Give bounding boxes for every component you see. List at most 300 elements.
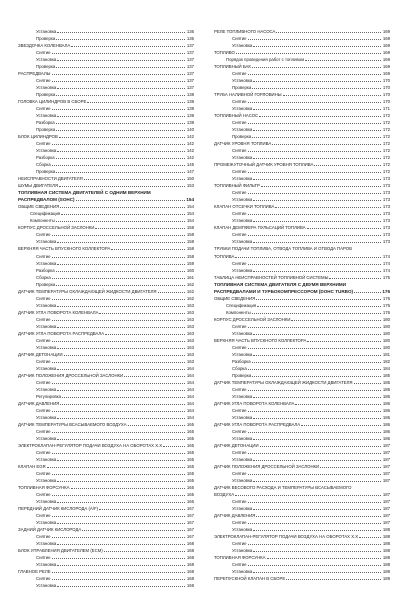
toc-entry-page: 173 [382,183,390,189]
toc-leader-dots [57,418,185,419]
toc-entry-title: Разборка [36,120,55,126]
toc-entry [18,91,194,98]
toc-entry-page: 142 [186,134,194,140]
toc-leader-dots [52,278,185,279]
toc-entry-title: ДАТЧИК УГЛА ПОВОРОТА РАСПРЕДВАЛА [18,330,105,336]
toc-entry-page: 139 [186,106,194,112]
toc-leader-dots [248,151,381,152]
toc-leader-dots [253,481,381,482]
toc-entry [214,442,390,449]
toc-entry-page: 137 [186,43,194,49]
toc-entry-page: 164 [186,372,194,378]
toc-leader-dots [57,88,185,89]
toc-entry-page: 188 [382,562,390,568]
toc-entry-page: 142 [186,141,194,147]
toc-leader-dots [252,362,381,363]
toc-entry [18,512,194,519]
toc-entry-title: Снятие [232,260,247,266]
toc-leader-dots [52,516,185,517]
toc-leader-dots [248,411,381,412]
toc-entry [214,330,390,337]
toc-leader-dots [57,32,185,33]
toc-entry-page: 139 [186,120,194,126]
toc-entry [18,63,194,70]
toc-leader-dots [105,334,185,335]
toc-leader-dots [260,446,381,447]
toc-entry-page: 172 [382,162,390,168]
toc-entry-title: Установка [36,85,57,91]
toc-entry-title: Установка [232,414,253,420]
toc-entry [214,554,390,561]
toc-leader-dots [252,88,381,89]
toc-leader-dots [57,369,185,370]
toc-entry [18,175,194,182]
toc-entry-title: Проверка [36,127,56,133]
toc-entry-title: Снятие [232,344,247,350]
toc-entry-title: Компоненты [226,309,251,315]
toc-leader-dots [56,271,185,272]
toc-entry-page: 139 [186,99,194,105]
toc-leader-dots [52,299,185,300]
toc-entry-title: Установка [36,148,57,154]
toc-entry [214,288,390,295]
toc-entry-page: 163 [186,337,194,343]
toc-entry-title: Установка [36,302,57,308]
toc-entry-page: 188 [382,541,390,547]
toc-entry [18,330,194,337]
toc-entry-page: 173 [382,239,390,245]
toc-entry [214,196,390,203]
toc-entry-title: Снятие [232,190,247,196]
toc-entry-title: ВЕРХНЯЯ ЧАСТЬ ВПУСКНОГО КОЛЛЕКТОРА [214,337,307,343]
toc-entry [18,498,194,505]
toc-entry-page: 158 [186,246,194,252]
toc-entry-title: ДАТЧИК ДЕТОНАЦИИ [214,442,259,448]
toc-entry-title: КОРПУС ДРОССЕЛЬНОЙ ЗАСЛОНКИ [214,316,291,322]
toc-leader-dots [57,60,185,61]
toc-entry-title: Установка [36,478,57,483]
toc-entry-title: Установка [232,239,253,245]
toc-entry-page: 147 [186,169,194,175]
toc-entry-title: Снятие [36,337,51,343]
toc-entry-page: 158 [186,232,194,238]
toc-entry-page: 165 [186,485,194,491]
toc-leader-dots [71,46,185,47]
toc-entry-page: 176 [382,295,390,301]
toc-leader-dots [57,523,185,524]
toc-entry-page: 168 [186,541,194,547]
toc-entry-page: 137 [186,64,194,70]
toc-leader-dots [276,32,381,33]
toc-leader-dots [257,306,381,307]
toc-entry-title: Сборка [232,365,247,371]
toc-entry [18,386,194,393]
toc-entry-title: Установка [36,499,57,505]
toc-leader-dots [56,158,185,159]
toc-entry-title: ТОПЛИВНАЯ СИСТЕМА ДВИГАТЕЛЯ С ДВУМЯ ВЕРХНИМИ [214,281,347,287]
toc-entry [18,575,194,582]
toc-entry-title: Порядок проведения работ с топливом [226,57,305,63]
toc-entry [18,147,194,154]
toc-leader-dots [52,362,185,363]
toc-entry-title: Установка [232,78,253,84]
toc-leader-dots [253,158,381,159]
toc-entry-title: ДАТЧИК УГЛА ПОВОРОТА КОЛЕНВАЛА [214,400,295,406]
toc-leader-dots [236,53,381,54]
toc-entry-title: Снятие [232,541,247,547]
toc-entry [214,126,390,133]
toc-leader-dots [59,137,185,138]
toc-leader-dots [52,474,185,475]
toc-leader-dots [256,516,381,517]
toc-entry-page: 188 [382,534,390,540]
toc-entry-title: Снятие [232,148,247,154]
toc-entry-title: БЛОК ЦИЛИНДРОВ [18,134,58,140]
toc-entry [18,344,194,351]
toc-entry-page: 187 [382,499,390,505]
toc-entry [214,281,390,288]
toc-leader-dots [57,460,185,461]
toc-entry-page: 185 [382,372,390,378]
toc-entry [214,84,390,91]
toc-leader-dots [253,46,381,47]
toc-leader-dots [57,544,185,545]
toc-entry [214,77,390,84]
toc-leader-dots [354,383,381,384]
toc-entry-title: Установка [232,106,253,112]
toc-entry-title: Спецификация [226,302,257,308]
toc-entry-page: 165 [186,442,194,448]
toc-entry [214,267,390,274]
toc-entry-title: ДАТЧИК УРОВНЯ ТОПЛИВА [214,141,272,147]
toc-entry-title: Компоненты [30,218,55,224]
toc-leader-dots [248,369,381,370]
toc-entry-title: Разборка [36,267,55,273]
toc-leader-dots [52,411,185,412]
toc-entry [18,288,194,295]
toc-entry-page: 173 [382,197,390,203]
toc-entry-page: 165 [186,449,194,455]
toc-leader-dots [253,242,381,243]
toc-leader-dots [248,432,381,433]
toc-leader-dots [253,200,381,201]
toc-entry-title: Установка [232,435,253,441]
toc-leader-dots [52,235,185,236]
toc-leader-dots [99,509,185,510]
toc-entry-title: Снятие [232,36,247,42]
toc-entry [18,112,194,119]
toc-entry [214,168,390,175]
toc-entry [18,253,194,260]
toc-entry-page: 186 [382,407,390,413]
toc-entry-title: Снятие [36,470,51,476]
toc-leader-dots [57,348,185,349]
toc-entry-page: 169 [382,50,390,56]
toc-entry [18,477,194,484]
toc-entry [18,442,194,449]
toc-entry-page: 172 [382,113,390,119]
toc-entry-page: 142 [186,155,194,161]
toc-entry-page: 163 [186,309,194,315]
toc-entry [18,154,194,161]
toc-leader-dots [158,292,185,293]
toc-leader-dots [52,341,185,342]
toc-leader-dots [235,257,381,258]
toc-entry-page: 173 [382,211,390,217]
toc-entry-title: ДАТЧИК ДАВЛЕНИЯ [18,400,60,406]
toc-entry [214,302,390,309]
toc-entry-title: ПЕРЕПУСКНОЙ КЛАПАН В СБОРЕ [214,576,286,582]
toc-entry-title: Установка [232,548,253,554]
toc-entry [18,28,194,35]
toc-leader-dots [57,565,185,566]
toc-entry [18,554,194,561]
toc-entry-page: 165 [186,463,194,469]
toc-leader-dots [252,137,381,138]
toc-entry-page: 158 [186,239,194,245]
toc-leader-dots [248,565,381,566]
toc-entry [18,217,194,224]
toc-leader-dots [52,257,185,258]
toc-entry [214,344,390,351]
toc-entry-page: 176 [382,288,390,294]
toc-leader-dots [253,179,381,180]
toc-entry [214,238,390,245]
toc-entry [214,540,390,547]
toc-entry-title: ДАТЧИК ПОЛОЖЕНИЯ ДРОССЕЛЬНОЙ ЗАСЛОНКИ [18,372,124,378]
toc-entry-title: Установка [232,569,253,575]
toc-entry [214,91,390,98]
toc-entry [214,372,390,379]
toc-leader-dots [59,186,185,187]
toc-entry [18,224,194,231]
toc-entry [214,449,390,456]
toc-entry-page: 189 [382,576,390,582]
toc-entry [18,407,194,414]
toc-entry [214,210,390,217]
toc-entry [214,547,390,554]
toc-entry-title: КЛАПАН EGR [18,463,46,469]
toc-leader-dots [253,572,381,573]
toc-entry-title: Снятие [232,562,247,568]
toc-entry-title: ОБЩИЕ СВЕДЕНИЯ [214,295,256,301]
toc-entry-page: 172 [382,148,390,154]
toc-entry [214,463,390,470]
toc-entry-title: Установка [36,323,57,329]
toc-entry-page: 162 [186,281,194,287]
toc-entry-page: 172 [382,134,390,140]
toc-leader-dots [104,551,185,552]
toc-entry-title: Снятие [232,407,247,413]
toc-leader-dots [248,123,381,124]
toc-entry [214,253,390,260]
toc-entry-title: Снятие [232,449,247,455]
toc-entry-title: Установка [232,506,253,512]
toc-leader-dots [286,579,381,580]
toc-entry-page: 167 [186,534,194,540]
toc-leader-dots [52,453,185,454]
toc-leader-dots [57,116,185,117]
toc-entry [214,477,390,484]
toc-leader-dots [253,130,381,131]
toc-entry [18,337,194,344]
toc-entry-page: 154 [186,211,194,217]
toc-entry-page: 164 [186,365,194,371]
toc-leader-dots [283,95,381,96]
toc-entry [18,358,194,365]
toc-leader-dots [52,320,185,321]
toc-entry-page: 169 [382,71,390,77]
toc-leader-dots [248,502,381,503]
toc-leader-dots [60,404,185,405]
toc-entry [18,484,194,491]
toc-entry-page: 169 [382,36,390,42]
toc-entry-title: Разборка [232,358,251,364]
toc-entry-title: Снятие [232,99,247,105]
toc-entry [18,238,194,245]
toc-entry-page: 158 [186,225,194,231]
toc-entry [18,196,194,203]
toc-entry-page: 163 [186,323,194,329]
toc-entry [214,456,390,463]
toc-entry-page: 185 [382,379,390,385]
toc-entry-page: 186 [382,400,390,406]
toc-leader-dots [52,81,185,82]
toc-entry-title: Проверка [232,85,252,91]
toc-entry-title: Разборка [36,155,55,161]
toc-entry-page: 136 [186,29,194,34]
toc-entry-title: РАСПРЕДВАЛАМИ И ТУРБОКОМПРЕССОРОМ (DOHC TURBO) [214,288,354,294]
toc-entry-page: 165 [186,478,194,483]
toc-entry-title: ЗВЕЗДОЧКА КОЛЕНВАЛА [18,43,71,49]
toc-leader-dots [253,530,381,531]
toc-entry [214,393,390,400]
toc-entry [18,505,194,512]
toc-entry-page: 160 [186,267,194,273]
toc-entry [18,210,194,217]
toc-entry-page: 163 [186,344,194,350]
toc-entry-page: 174 [382,267,390,273]
toc-leader-dots [95,228,185,229]
toc-entry-title: Установка [36,583,57,589]
toc-entry [214,484,390,491]
toc-entry-title: Установка [232,330,253,336]
toc-entry-page: 172 [382,141,390,147]
toc-leader-dots [253,551,381,552]
toc-entry [18,42,194,49]
toc-entry [18,281,194,288]
toc-entry-page: 168 [186,555,194,561]
toc-entry-title: Снятие [36,253,51,259]
toc-entry [214,568,390,575]
toc-entry [214,49,390,56]
toc-entry-title: ДАТЧИК ТЕМПЕРАТУРЫ ОХЛАЖДАЮЩЕЙ ЖИДКОСТИ ДВИГАТЕЛЯ [214,379,353,385]
toc-entry-page: 173 [382,225,390,231]
toc-entry [18,470,194,477]
toc-entry [18,274,194,281]
toc-entry-title: Снятие [36,141,51,147]
toc-entry-title: Снятие [232,232,247,238]
toc-entry-title: Установка [232,393,253,399]
toc-leader-dots [84,179,185,180]
toc-entry [18,35,194,42]
toc-entry-title: Снятие [232,470,247,476]
toc-leader-dots [253,221,381,222]
toc-entry [214,498,390,505]
toc-entry-page: 170 [382,92,390,98]
toc-leader-dots [248,172,381,173]
toc-leader-dots [56,130,185,131]
toc-entry [18,168,194,175]
toc-entry [214,561,390,568]
toc-entry [214,147,390,154]
toc-entry-title: ДАТЧИК ТЕМПЕРАТУРЫ ВСАСЫВАЕМОГО ВОЗДУХА [18,421,127,427]
toc-entry-page: 161 [186,274,194,280]
toc-leader-dots [61,214,185,215]
toc-leader-dots [56,123,185,124]
toc-leader-dots [291,320,381,321]
toc-entry-title: ТОПЛИВНЫЙ БАК [214,64,251,70]
toc-entry-page: 188 [382,548,390,554]
toc-entry [18,182,194,189]
toc-entry [214,56,390,63]
toc-entry [18,316,194,323]
toc-entry [214,63,390,70]
toc-entry-page: 168 [186,583,194,589]
toc-left-column [18,28,194,589]
toc-entry-page: 137 [186,57,194,63]
toc-entry [214,309,390,316]
toc-entry-title: Снятие [36,513,51,519]
toc-entry [18,231,194,238]
toc-entry-title: ГОЛОВКА ЦИЛИНДРОВ В СБОРЕ [18,99,87,105]
toc-leader-dots [248,523,381,524]
toc-entry-page: 173 [382,232,390,238]
toc-leader-dots [301,425,381,426]
toc-entry [214,358,390,365]
toc-entry-title: ЗАДНИЙ ДАТЧИК КИСЛОРОДА [18,527,82,533]
toc-leader-dots [248,390,381,391]
toc-entry-page: 186 [382,435,390,441]
toc-entry-page: 185 [382,386,390,392]
toc-entry-page: 173 [382,204,390,210]
toc-entry [214,42,390,49]
toc-entry-page: 158 [186,253,194,259]
toc-entry-page: 180 [382,344,390,350]
toc-leader-dots [52,383,185,384]
toc-entry-page: 187 [382,506,390,512]
toc-leader-dots [248,39,381,40]
toc-entry-page: 163 [186,358,194,364]
toc-entry [214,189,390,196]
toc-entry-title: КОРПУС ДРОССЕЛЬНОЙ ЗАСЛОНКИ [18,225,95,231]
toc-entry-title: Снятие [232,120,247,126]
toc-leader-dots [87,102,185,103]
toc-entry-title: Снятие [36,555,51,561]
toc-entry [18,295,194,302]
toc-entry-title: Установка [36,57,57,63]
toc-entry-title: Сборка [36,162,51,168]
toc-entry-page: 154 [186,197,194,203]
toc-entry-page: 187 [382,449,390,455]
toc-leader-dots [295,404,381,405]
toc-entry-page: 188 [382,527,390,533]
toc-entry-title: Проверка [36,36,56,42]
toc-entry-title: ОБЩИЕ СВЕДЕНИЯ [18,204,60,210]
toc-entry-title: Установка [232,155,253,161]
toc-entry-title: НЕИСПРАВНОСТИ ДВИГАТЕЛЯ [18,176,83,182]
toc-entry [214,435,390,442]
